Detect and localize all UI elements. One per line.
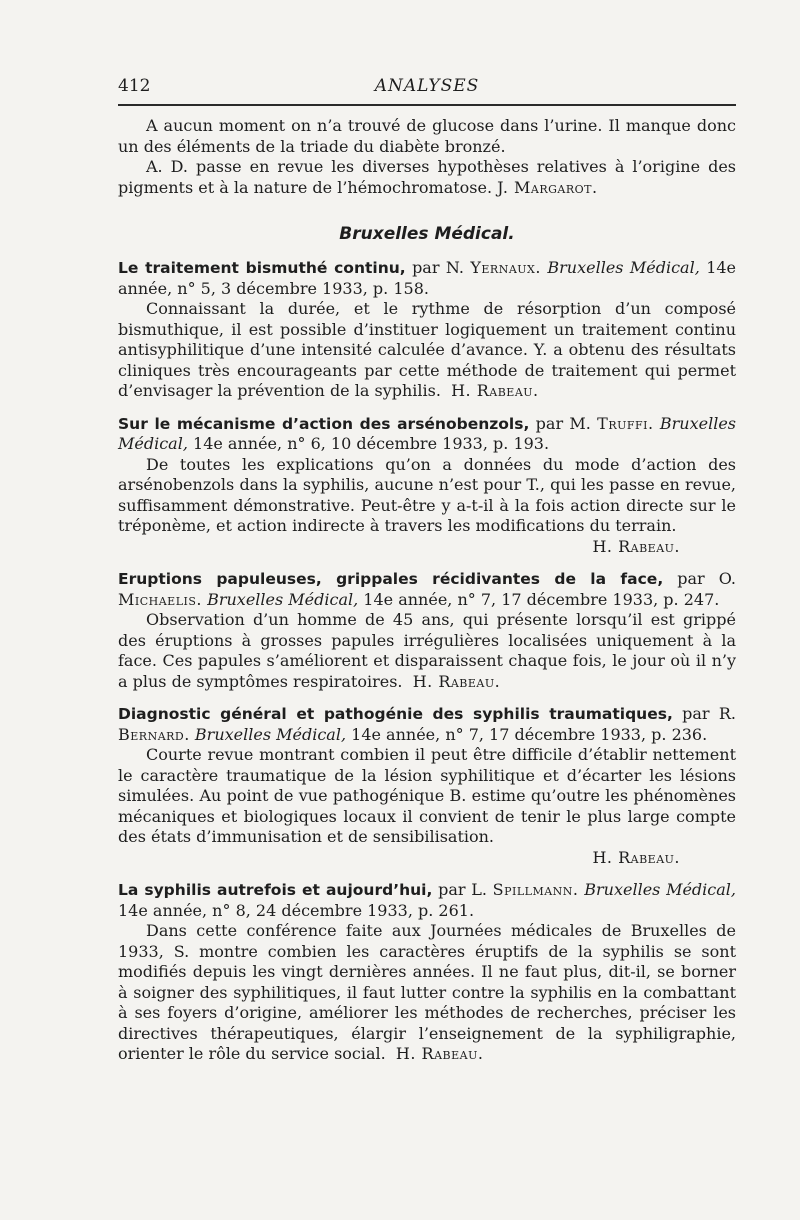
entry-reference: 14e année, n° 7, 17 décembre 1933, p. 247. xyxy=(363,589,720,609)
entry-body xyxy=(118,921,736,1065)
entry-3 xyxy=(118,569,736,692)
entry-body xyxy=(118,610,736,692)
entry-title: Eruptions papuleuses, grippales récidivantes de la face, xyxy=(118,570,664,588)
entry-title: Diagnostic général et pathogénie des syphilis traumatiques, xyxy=(118,705,673,723)
intro-paragraph-1: A aucun moment on n’a trouvé de glucose dans l’urine. Il manque donc un des éléments de la triade du diabète bronzé. xyxy=(118,116,736,156)
page-number: 412 xyxy=(118,76,151,96)
entry-by: par O. xyxy=(677,569,736,588)
entry-by: par R. xyxy=(682,704,736,723)
entry-reference: 14e année, n° 8, 24 décembre 1933, p. 261. xyxy=(118,900,475,920)
entry-by: par M. xyxy=(535,413,591,433)
entry-title: Le traitement bismuthé continu, xyxy=(118,259,406,277)
entry-body-text: Observation d’un homme de 45 ans, qui présente lorsqu’il est grippé des éruptions à grosses papules irrégulières localisées uniquement à la face. Ces papules s’améliorent et disparaissent chaque fois, le jour où il n’y a plus de symptômes respiratoires. xyxy=(118,610,736,691)
entry-reference: 14e année, n° 7, 17 décembre 1933, p. 236. xyxy=(351,724,708,744)
entry-signature: H. Rabeau. xyxy=(592,536,680,556)
entry-reference: 14e année, n° 6, 10 décembre 1933, p. 193. xyxy=(193,434,550,453)
entry-reference: 14e année, n° 5, 3 décembre 1933, p. 158. xyxy=(118,258,737,298)
entry-body: Courte revue montrant combien il peut être difficile d’établir nettement le caractère traumatique de la lésion syphilitique et d’écarter les lésions simulées. Au point de vue pathogénique B. estime qu’outre les phénomènes mécaniques et biologiques locaux il convient de tenir le plus large compte des états d’immunisation et de sensibilisation. xyxy=(118,745,736,846)
intro-paragraph-2 xyxy=(118,157,736,198)
entry-body-text: Dans cette conférence faite aux Journées médicales de Bruxelles de 1933, S. montre combien les caractères éruptifs de la syphilis se sont modifiés depuis les vingt dernières années. Il ne faut plus, dit-il, se borner à soigner des syphilitiques, il faut lutter contre la syphilis en la combattant à ses foyers d’origine, améliorer les méthodes de recherches, préciser les directives thérapeutiques, élargir l’enseignement de la syphiligraphie, orienter le rôle du service social. xyxy=(118,921,736,1063)
running-header xyxy=(118,70,736,100)
entry-by: par N. xyxy=(412,258,464,277)
entry-title: Sur le mécanisme d’action des arsénobenzols, xyxy=(118,414,530,433)
entry-journal: Bruxelles Médical, xyxy=(194,724,347,744)
entry-heading xyxy=(118,258,736,299)
section-title: Bruxelles Médical. xyxy=(339,224,515,244)
page xyxy=(118,70,736,1065)
entry-2 xyxy=(118,414,736,558)
entry-heading xyxy=(118,704,736,745)
entry-heading xyxy=(118,414,736,455)
entry-5 xyxy=(118,880,736,1065)
intro-paragraph-2-text: A. D. passe en revue les diverses hypothèses relatives à l’origine des pigments et à la nature de l’hémochromatose. xyxy=(118,157,736,197)
entry-heading xyxy=(118,569,736,610)
running-title: ANALYSES xyxy=(374,76,480,96)
entry-heading xyxy=(118,880,736,921)
entry-signature: H. Rabeau. xyxy=(592,847,680,867)
entry-by: par L. xyxy=(438,880,487,899)
entry-author: Yernaux. xyxy=(470,258,541,277)
intro-signature: J. Margarot. xyxy=(497,177,598,197)
entry-signature: H. Rabeau. xyxy=(451,381,539,400)
entry-signature: H. Rabeau. xyxy=(395,1044,484,1063)
entry-title: La syphilis autrefois et aujourd’hui, xyxy=(118,881,433,899)
entry-body: De toutes les explications qu’on a données du mode d’action des arsénobenzols dans la syphilis, aucune n’est pour T., qui les passe en revue, suffisamment démonstrative. Peut-être y a-t-il à la fois action directe sur le tréponème, et action indirecte à travers les modifications du terrain. xyxy=(118,454,736,535)
entry-journal: Bruxelles Médical, xyxy=(547,258,700,277)
entry-4 xyxy=(118,704,736,868)
entry-1 xyxy=(118,258,736,402)
entry-body-text: Connaissant la durée, et le rythme de résorption d’un composé bismuthique, il est possible d’instituer logiquement un traitement continu antisyphilitique d’une intensité calculée d’avance. Y. a obtenu des résultats cliniques très encourageants par cette méthode de traitement qui permet d’envisager la prévention de la syphilis. xyxy=(118,299,736,400)
entry-body xyxy=(118,299,736,402)
entry-author: Michaelis. xyxy=(118,589,202,609)
entry-journal: Bruxelles Médical, xyxy=(584,880,736,899)
entry-journal: Bruxelles Médical, xyxy=(118,413,736,453)
entry-signature: H. Rabeau. xyxy=(412,671,501,691)
header-rule xyxy=(118,104,736,106)
entry-author: Bernard. xyxy=(118,724,190,744)
entry-author: Truffi. xyxy=(597,413,654,433)
entry-journal: Bruxelles Médical, xyxy=(207,589,359,609)
entry-author: Spillmann. xyxy=(492,880,579,899)
